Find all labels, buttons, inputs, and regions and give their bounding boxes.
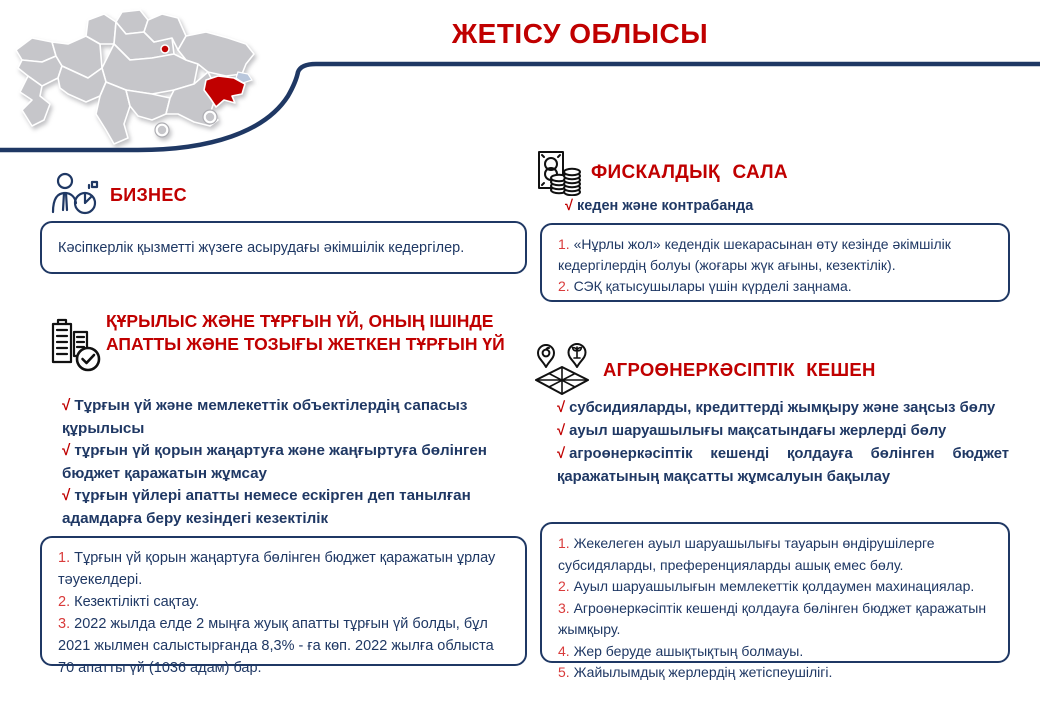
kazakhstan-map (2, 2, 294, 154)
numbered-item (558, 641, 992, 663)
item-number: 2. (58, 594, 71, 610)
bullet-item (62, 485, 510, 530)
construction-info-box (40, 536, 527, 676)
item-number: 3. (58, 616, 71, 632)
page-title: ЖЕТІСУ ОБЛЫСЫ (451, 18, 709, 49)
bullet-item (557, 443, 1009, 489)
numbered-item (558, 533, 992, 576)
item-number: 1. (558, 535, 570, 551)
item-text: Жер беруде ашықтықтың болмауы. (573, 642, 804, 659)
numbered-item (558, 598, 992, 641)
farm-map-pins-icon (533, 343, 591, 397)
item-number: 3. (558, 599, 570, 616)
numbered-item (58, 547, 509, 591)
item-text: Кезектілікті сақтау. (74, 594, 200, 610)
bullet-item (557, 397, 1009, 420)
numbered-item (58, 613, 509, 679)
item-text: Тұрғын үй қорын жаңартуға бөлінген бюджет қаражатын ұрлау тәуекелдері. (58, 550, 496, 588)
bullet-item (565, 196, 995, 216)
item-text: Ауыл шаруашылығын мемлекеттік қолдаумен махинациялар. (573, 578, 975, 594)
section-heading: БИЗНЕС (110, 184, 187, 205)
bullet-text: Тұрғын үй және мемлекеттік объектілердің сапасыз құрылысы (62, 397, 468, 437)
section-construction-header (50, 310, 534, 372)
numbered-item (58, 591, 509, 613)
section-agro-header (533, 343, 876, 397)
item-number: 5. (558, 664, 570, 680)
item-number: 1. (558, 236, 570, 252)
buildings-check-icon (50, 316, 102, 372)
item-text: «Нұрлы жол» кедендік шекарасынан өту кезінде әкімшілік кедергілердің болуы (жоғары жүк ағыны, кезектілік). (558, 236, 951, 273)
check-mark: √ (62, 487, 71, 504)
item-number: 4. (558, 642, 570, 659)
capital-dot (161, 45, 169, 53)
bullet-text: тұрғын үй қорын жаңартуға және жаңғыртуға бөлінген бюджет қаражатын жұмсау (62, 442, 487, 482)
bullet-text: кеден және контрабанда (576, 198, 754, 214)
agro-info-box (540, 522, 1010, 680)
section-fiscal-header (537, 150, 788, 196)
bullet-item (62, 440, 510, 485)
check-mark: √ (62, 397, 71, 414)
bullet-text: агроөнеркәсіптік кешенді қолдауға бөлінген бюджет қаражатының мақсатты жұмсалуын бақылау (557, 446, 1009, 485)
check-mark: √ (557, 423, 566, 439)
item-text: СЭҚ қатысушылары үшін күрделі заңнама. (573, 278, 852, 294)
bullet-text: ауыл шаруашылығы мақсатындағы жерлерді бөлу (569, 423, 947, 439)
banknote-coins-icon (537, 150, 581, 196)
item-text: 2022 жылда елде 2 мыңға жуық апатты тұрғын үй болды, бұл 2021 жылмен салыстырғанда 8,3% - ға көп. 2022 жылға облыста 70 апатты үй (1036 адам) бар. (58, 616, 494, 676)
item-text: Жекелеген ауыл шаруашылығы тауарын өндірушілерге субсидяларды, преференцияларды ашық емес бөлу. (558, 535, 935, 573)
business-box-text: Кәсіпкерлік қызметті жүзеге асырудағы әкімшілік кедергілер. (58, 239, 465, 256)
business-info-box (40, 221, 527, 274)
bullet-item (557, 420, 1009, 443)
check-mark: √ (557, 400, 566, 416)
bullet-text: тұрғын үйлері апатты немесе ескірген деп танылған адамдарға беру кезіндегі кезектілік (62, 487, 471, 527)
numbered-item (558, 662, 992, 684)
bullet-item (62, 395, 510, 440)
numbered-item (558, 276, 992, 297)
fiscal-info-box (540, 223, 1010, 302)
check-mark: √ (62, 442, 71, 459)
section-heading: АГРОӨНЕРКӘСІПТІК КЕШЕН (603, 359, 876, 380)
agro-bullet-list (557, 397, 1009, 489)
construction-bullet-list (62, 395, 510, 530)
item-number: 2. (558, 578, 570, 594)
numbered-item (558, 234, 992, 276)
check-mark: √ (565, 198, 573, 214)
numbered-item (558, 576, 992, 598)
businessman-pie-chart-icon (48, 170, 102, 220)
section-business-header (48, 170, 187, 220)
item-text: Жайылымдық жерлердің жетіспеушілігі. (573, 664, 833, 680)
fiscal-bullet-list (565, 196, 995, 216)
section-heading: ФИСКАЛДЫҚ САЛА (591, 162, 788, 183)
section-heading: ҚҰРЫЛЫС ЖӘНЕ ТҰРҒЫН ҮЙ, ОНЫҢ ІШІНДЕ АПАТТЫ ЖӘНЕ ТОЗЫҒЫ ЖЕТКЕН ТҰРҒЫН ҮЙ (106, 311, 505, 354)
item-number: 2. (558, 278, 570, 294)
item-number: 1. (58, 550, 71, 566)
bullet-text: субсидияларды, кредиттерді жымқыру және заңсыз бөлу (569, 400, 996, 416)
check-mark: √ (557, 446, 566, 462)
item-text: Агроөнеркәсіптік кешенді қолдауға бөлінген бюджет қаражатын жымқыру. (558, 599, 987, 637)
